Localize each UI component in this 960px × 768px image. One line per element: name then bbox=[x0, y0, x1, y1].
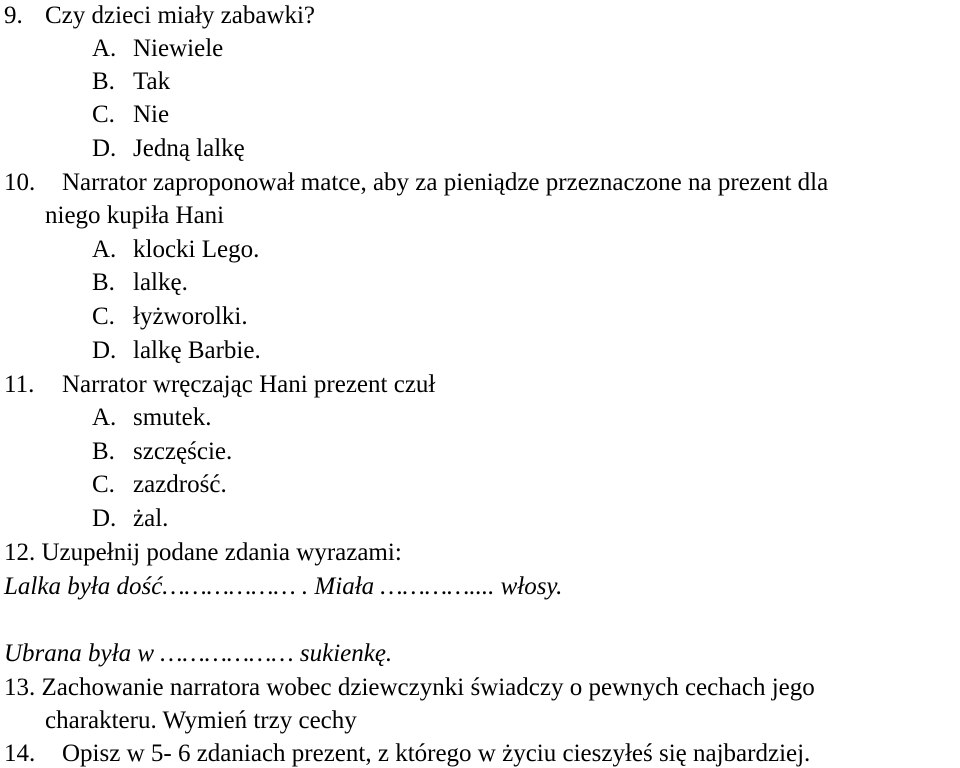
q11-option-b-letter: B. bbox=[92, 438, 115, 465]
q10-option-d: lalkę Barbie. bbox=[133, 337, 261, 364]
q10-option-c: łyżworolki. bbox=[133, 303, 248, 330]
q11-option-d-letter: D. bbox=[92, 505, 117, 532]
q9-question: Czy dzieci miały zabawki? bbox=[45, 2, 316, 29]
q9-option-c-letter: C. bbox=[92, 101, 115, 128]
q11-option-b: szczęście. bbox=[133, 438, 233, 465]
q14-number: 14. bbox=[4, 740, 36, 767]
q11-option-a-letter: A. bbox=[92, 404, 117, 431]
q9-option-a: Niewiele bbox=[133, 35, 224, 62]
q10-question-line2: niego kupiła Hani bbox=[45, 202, 225, 229]
q13-question-line1: 13. Zachowanie narratora wobec dziewczynki świadczy o pewnych cechach jego bbox=[4, 674, 815, 701]
q11-option-d: żal. bbox=[133, 505, 169, 532]
q11-question: Narrator wręczając Hani prezent czuł bbox=[62, 371, 436, 398]
q11-number: 11. bbox=[4, 371, 35, 398]
q10-option-a: klocki Lego. bbox=[133, 236, 260, 263]
q12-fill-line1: Lalka była dość……………… . Miała ………….... włosy. bbox=[4, 573, 563, 600]
q14-question: Opisz w 5- 6 zdaniach prezent, z którego w życiu cieszyłeś się najbardziej. bbox=[62, 740, 811, 767]
q12-instruction: 12. Uzupełnij podane zdania wyrazami: bbox=[4, 539, 402, 566]
q10-option-c-letter: C. bbox=[92, 303, 115, 330]
q10-option-d-letter: D. bbox=[92, 337, 117, 364]
q10-number: 10. bbox=[4, 169, 36, 196]
q13-question-line2: charakteru. Wymień trzy cechy bbox=[45, 707, 357, 734]
q9-option-a-letter: A. bbox=[92, 35, 117, 62]
q9-option-d: Jedną lalkę bbox=[133, 135, 245, 162]
q10-option-a-letter: A. bbox=[92, 236, 117, 263]
q9-option-b-letter: B. bbox=[92, 68, 115, 95]
q10-option-b: lalkę. bbox=[133, 269, 188, 296]
q10-question-line1: Narrator zaproponował matce, aby za pieniądze przeznaczone na prezent dla bbox=[62, 169, 829, 196]
q10-option-b-letter: B. bbox=[92, 269, 115, 296]
q12-fill-line2: Ubrana była w ……………… sukienkę. bbox=[4, 640, 393, 667]
q9-option-b: Tak bbox=[133, 68, 171, 95]
q9-option-d-letter: D. bbox=[92, 135, 117, 162]
q9-option-c: Nie bbox=[133, 101, 170, 128]
q11-option-a: smutek. bbox=[133, 404, 212, 431]
q9-number: 9. bbox=[4, 2, 23, 29]
q11-option-c-letter: C. bbox=[92, 471, 115, 498]
q11-option-c: zazdrość. bbox=[133, 471, 227, 498]
